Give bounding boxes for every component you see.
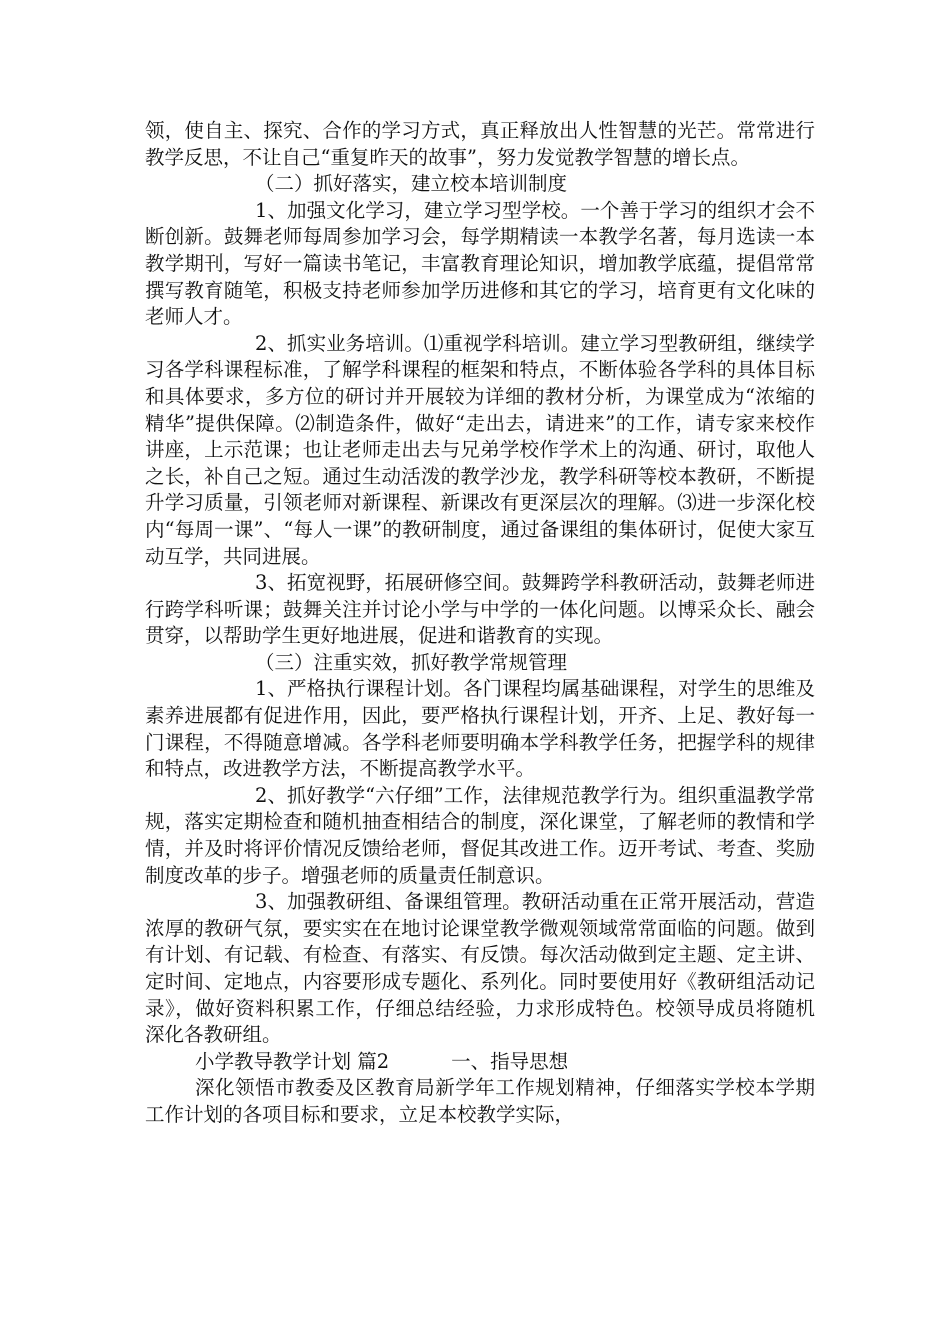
paragraph-4: 3、拓宽视野，拓展研修空间。鼓舞跨学科教研活动，鼓舞老师进行跨学科听课；鼓舞关注并讨论小学与中学的一体化问题。以博采众长、融会贯穿，以帮助学生更好地进展，促进和谐教育的实现。 [145, 571, 815, 648]
paragraph-7: 3、加强教研组、备课组管理。教研活动重在正常开展活动，营造浓厚的教研气氛，要实实在在地讨论课堂教学微观领域常常面临的问题。做到有计划、有记载、有检查、有落实、有反馈。每次活动做到定主题、定主讲、定时间、定地点，内容要形成专题化、系列化。同时要使用好《教研组活动记录》，做好资料积累工作，仔细总结经验，力求形成特色。校领导成员将随机深化各教研组。 [145, 890, 815, 1047]
paragraph-2: 1、加强文化学习，建立学习型学校。一个善于学习的组织才会不断创新。鼓舞老师每周参加学习会，每学期精读一本教学名著，每月选读一本教学期刊，写好一篇读书笔记，丰富教育理论知识，增加教学底蕴，提倡常常撰写教育随笔，积极支持老师参加学历进修和其它的学习，培育更有文化味的老师人才。 [145, 198, 815, 329]
paragraph-5: 1、严格执行课程计划。各门课程均属基础课程，对学生的思维及素养进展都有促进作用，因此，要严格执行课程计划，开齐、上足、教好每一门课程，不得随意增减。各学科老师要明确本学科教学任务，把握学科的规律和特点，改进教学方法，不断提高教学水平。 [145, 677, 815, 781]
document-page [145, 118, 815, 1129]
section-2-heading: 一、指导思想 [451, 1049, 569, 1073]
paragraph-3: 2、抓实业务培训。⑴重视学科培训。建立学习型教研组，继续学习各学科课程标准，了解学科课程的框架和特点，不断体验各学科的具体目标和具体要求，多方位的研讨并开展较为详细的教材分析，为课堂成为“浓缩的精华”提供保障。⑵制造条件，做好“走出去，请进来”的工作，请专家来校作讲座，上示范课；也让老师走出去与兄弟学校作学术上的沟通、研讨，取他人之长，补自己之短。通过生动活泼的教学沙龙，教学科研等校本教研，不断提升学习质量，引领老师对新课程、新课改有更深层次的理解。⑶进一步深化校内“每周一课”、“每人一课”的教研制度，通过备课组的集体研讨，促使大家互动互学，共同进展。 [145, 331, 815, 568]
section-2-title-line [145, 1049, 815, 1076]
paragraph-1: 领，使自主、探究、合作的学习方式，真正释放出人性智慧的光芒。常常进行教学反思，不让自己“重复昨天的故事”，努力发觉教学智慧的增长点。 [145, 119, 815, 169]
paragraph-8: 深化领悟市教委及区教育局新学年工作规划精神，仔细落实学校本学期工作计划的各项目标和要求，立足本校教学实际， [145, 1076, 815, 1126]
section-2-title: 小学教导教学计划 篇2 [195, 1049, 390, 1073]
heading-section-3: （三）注重实效，抓好教学常规管理 [255, 650, 568, 674]
paragraph-6: 2、抓好教学“六仔细”工作，法律规范教学行为。组织重温教学常规，落实定期检查和随机抽查相结合的制度，深化课堂，了解老师的教情和学情，并及时将评价情况反馈给老师，督促其改进工作。迈开考试、考查、奖励制度改革的步子。增强老师的质量责任制意识。 [145, 783, 815, 887]
heading-section-2: （二）抓好落实，建立校本培训制度 [255, 172, 568, 196]
